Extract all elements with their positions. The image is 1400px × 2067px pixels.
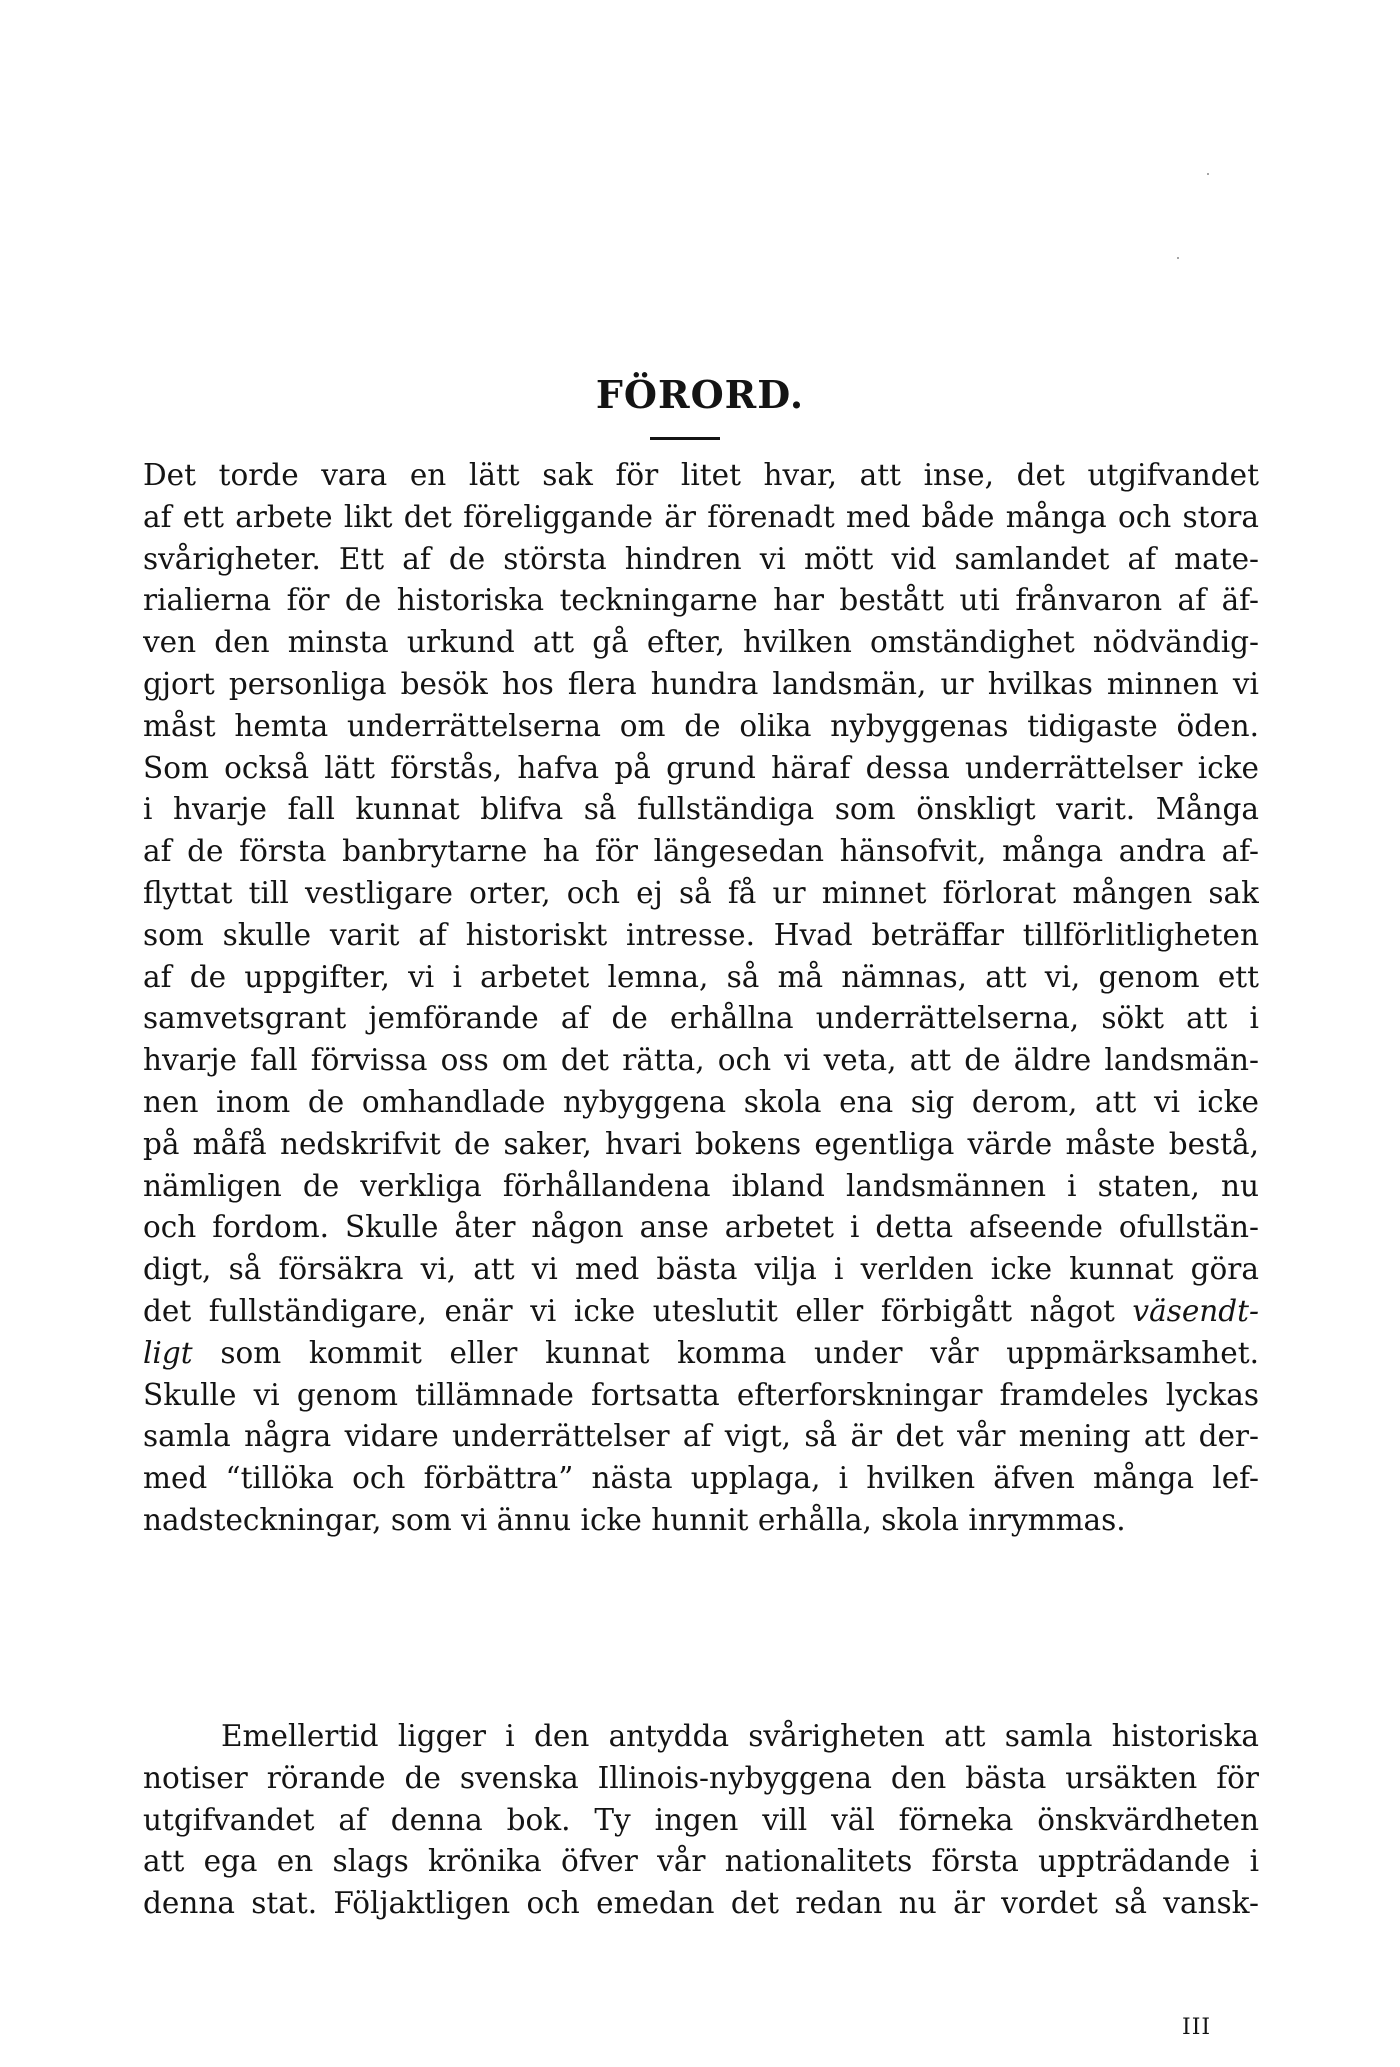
text-line: som skulle varit af historiskt intresse. Hvad beträffar tillförlitligheten — [143, 917, 1259, 952]
text-line: med “tillöka och förbättra” nästa upplaga, i hvilken äfven många lef- — [143, 1461, 1259, 1496]
text-line: Emellertid ligger i den antydda svårigheten att samla historiska — [221, 1719, 1259, 1753]
text-line: flyttat till vestligare orter, och ej så få ur minnet förlorat mången sak — [143, 875, 1259, 910]
text-line: nen inom de omhandlade nybyggena skola ena sig derom, att vi icke — [143, 1084, 1259, 1119]
paragraph-2 — [143, 1716, 1259, 1925]
text-line: ven den minsta urkund att gå efter, hvilken omständighet nödvändig- — [143, 625, 1259, 660]
text-line: af de uppgifter, vi i arbetet lemna, så må nämnas, att vi, genom ett — [143, 959, 1259, 994]
text-line: nadsteckningar, som vi ännu icke hunnit erhålla, skola inrymmas. — [143, 1502, 1126, 1537]
italic-word: ligt — [143, 1335, 193, 1370]
text-line: denna stat. Följaktligen och emedan det redan nu är vordet så vansk- — [143, 1886, 1259, 1921]
text-line: Skulle vi genom tillämnade fortsatta efterforskningar framdeles lyckas — [143, 1377, 1259, 1412]
text-line: i hvarje fall kunnat blifva så fullständiga som önskligt varit. Många — [143, 792, 1259, 827]
text-line: digt, så försäkra vi, att vi med bästa vilja i verlden icke kunnat göra — [143, 1252, 1259, 1287]
text-line: samla några vidare underrättelser af vigt, så är det vår mening att der- — [143, 1419, 1259, 1454]
text-line: och fordom. Skulle åter någon anse arbetet i detta afseende ofullstän- — [143, 1210, 1259, 1245]
text-line: på måfå nedskrifvit de saker, hvari bokens egentliga värde måste bestå, — [143, 1126, 1259, 1161]
italic-word: väsendt- — [1132, 1293, 1259, 1328]
text-line — [143, 1333, 1259, 1375]
text-line: måst hemta underrättelserna om de olika nybyggenas tidigaste öden. — [143, 708, 1259, 743]
text-line: af de första banbrytarne ha för längesedan hänsofvit, många andra af- — [143, 834, 1259, 869]
page-number: III — [1182, 2015, 1212, 2040]
text-line: gjort personliga besök hos flera hundra landsmän, ur hvilkas minnen vi — [143, 666, 1259, 701]
speck-mark — [1207, 173, 1209, 175]
speck-mark — [1177, 257, 1179, 259]
text-segment: som kommit eller kunnat komma under vår uppmärksamhet. — [220, 1335, 1259, 1370]
text-line: svårigheter. Ett af de största hindren vi mött vid samlandet af mate- — [143, 541, 1259, 576]
text-line: notiser rörande de svenska Illinois-nybyggena den bästa ursäkten för — [143, 1760, 1259, 1795]
text-line — [143, 1291, 1259, 1333]
text-line: af ett arbete likt det föreliggande är förenadt med både många och stora — [143, 499, 1259, 534]
text-segment: det fullständigare, enär vi icke uteslutit eller förbigått något — [143, 1293, 1115, 1328]
text-line: rialierna för de historiska teckningarne har bestått uti frånvaron af äf- — [143, 583, 1259, 618]
page-title: FÖRORD. — [595, 372, 805, 417]
text-line: Som också lätt förstås, hafva på grund häraf dessa underrättelser icke — [143, 750, 1259, 785]
text-line: hvarje fall förvissa oss om det rätta, och vi veta, att de äldre landsmän- — [143, 1043, 1259, 1078]
title-rule — [650, 437, 720, 440]
text-line: samvetsgrant jemförande af de erhållna underrättelserna, sökt att i — [143, 1001, 1259, 1036]
text-line: utgifvandet af denna bok. Ty ingen vill väl förneka önskvärdheten — [143, 1802, 1259, 1837]
text-line: att ega en slags krönika öfver vår nationalitets första uppträdande i — [143, 1844, 1259, 1879]
paragraph-1 — [143, 455, 1259, 1542]
text-line: nämligen de verkliga förhållandena ibland landsmännen i staten, nu — [143, 1168, 1259, 1203]
text-line: Det torde vara en lätt sak för litet hvar, att inse, det utgifvandet — [143, 458, 1259, 492]
